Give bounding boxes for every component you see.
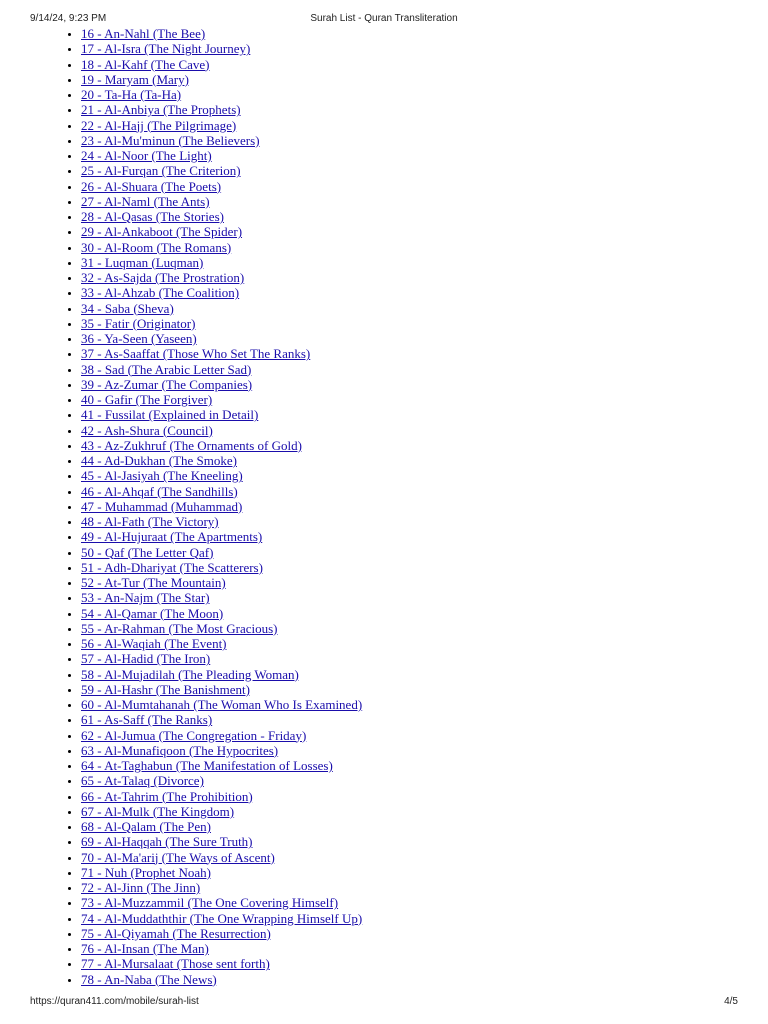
list-item <box>81 743 362 758</box>
list-item <box>81 758 362 773</box>
list-item <box>81 438 362 453</box>
surah-link[interactable]: 29 - Al-Ankaboot (The Spider) <box>81 224 243 240</box>
page-url: https://quran411.com/mobile/surah-list <box>30 996 199 1007</box>
list-item <box>81 87 362 102</box>
surah-link[interactable]: 58 - Al-Mujadilah (The Pleading Woman) <box>81 666 299 682</box>
surah-link[interactable]: 38 - Sad (The Arabic Letter Sad) <box>81 361 252 377</box>
surah-link[interactable]: 49 - Al-Hujuraat (The Apartments) <box>81 529 263 545</box>
surah-link[interactable]: 61 - As-Saff (The Ranks) <box>81 712 213 728</box>
surah-link[interactable]: 68 - Al-Qalam (The Pen) <box>81 819 211 834</box>
surah-link[interactable]: 50 - Qaf (The Letter Qaf) <box>81 544 214 560</box>
surah-link[interactable]: 25 - Al-Furqan (The Criterion) <box>81 163 241 179</box>
list-item <box>81 316 362 331</box>
surah-link[interactable]: 43 - Az-Zukhruf (The Ornaments of Gold) <box>81 437 302 453</box>
list-item <box>81 26 362 41</box>
list-item <box>81 270 362 285</box>
list-item <box>81 57 362 72</box>
surah-link[interactable]: 18 - Al-Kahf (The Cave) <box>81 56 210 72</box>
surah-link[interactable]: 23 - Al-Mu'minun (The Believers) <box>81 132 260 148</box>
list-item <box>81 651 362 666</box>
print-header <box>30 13 738 27</box>
surah-link[interactable]: 30 - Al-Room (The Romans) <box>81 239 232 255</box>
list-item <box>81 468 362 483</box>
surah-link[interactable]: 27 - Al-Naml (The Ants) <box>81 193 210 209</box>
surah-link[interactable]: 71 - Nuh (Prophet Noah) <box>81 864 211 880</box>
list-item <box>81 453 362 468</box>
surah-link[interactable]: 70 - Al-Ma'arij (The Ways of Ascent) <box>81 849 275 865</box>
surah-link[interactable]: 69 - Al-Haqqah (The Sure Truth) <box>81 834 253 850</box>
list-item <box>81 301 362 316</box>
list-item <box>81 285 362 300</box>
surah-link[interactable]: 77 - Al-Mursalaat (Those sent forth) <box>81 956 270 972</box>
list-item <box>81 331 362 346</box>
surah-link[interactable]: 78 - An-Naba (The News) <box>81 971 217 987</box>
print-footer <box>30 996 738 1010</box>
list-item <box>81 102 362 117</box>
surah-link[interactable]: 31 - Luqman (Luqman) <box>81 254 204 270</box>
list-item <box>81 941 362 956</box>
surah-link[interactable]: 63 - Al-Munafiqoon (The Hypocrites) <box>81 742 279 758</box>
list-item <box>81 926 362 941</box>
surah-link[interactable]: 60 - Al-Mumtahanah (The Woman Who Is Examined) <box>81 697 363 712</box>
surah-link[interactable]: 59 - Al-Hashr (The Banishment) <box>81 681 250 697</box>
list-item <box>81 209 362 224</box>
list-item <box>81 560 362 575</box>
print-datetime: 9/14/24, 9:23 PM <box>30 13 107 24</box>
list-item <box>81 179 362 194</box>
list-item <box>81 41 362 56</box>
surah-link[interactable]: 46 - Al-Ahqaf (The Sandhills) <box>81 483 238 499</box>
list-item <box>81 834 362 849</box>
surah-link[interactable]: 39 - Az-Zumar (The Companies) <box>81 376 253 392</box>
surah-link[interactable]: 41 - Fussilat (Explained in Detail) <box>81 407 259 423</box>
surah-link[interactable]: 28 - Al-Qasas (The Stories) <box>81 209 224 224</box>
surah-link[interactable]: 36 - Ya-Seen (Yaseen) <box>81 331 197 346</box>
surah-link[interactable]: 44 - Ad-Dukhan (The Smoke) <box>81 453 237 468</box>
list-item <box>81 850 362 865</box>
list-item <box>81 606 362 621</box>
surah-link[interactable]: 56 - Al-Waqiah (The Event) <box>81 636 227 651</box>
list-item <box>81 789 362 804</box>
list-item <box>81 819 362 834</box>
surah-link[interactable]: 65 - At-Talaq (Divorce) <box>81 773 204 789</box>
surah-link[interactable]: 42 - Ash-Shura (Council) <box>81 422 213 438</box>
list-item <box>81 224 362 239</box>
surah-link[interactable]: 55 - Ar-Rahman (The Most Gracious) <box>81 620 278 636</box>
list-item <box>81 712 362 727</box>
list-item <box>81 956 362 971</box>
list-item <box>81 377 362 392</box>
list-item <box>81 972 362 987</box>
surah-link[interactable]: 75 - Al-Qiyamah (The Resurrection) <box>81 925 271 941</box>
list-item <box>81 484 362 499</box>
list-item <box>81 804 362 819</box>
surah-link[interactable]: 26 - Al-Shuara (The Poets) <box>81 178 222 194</box>
list-item <box>81 362 362 377</box>
surah-link[interactable]: 73 - Al-Muzzammil (The One Covering Himself) <box>81 895 339 911</box>
list-item <box>81 682 362 697</box>
list-item <box>81 133 362 148</box>
surah-link[interactable]: 67 - Al-Mulk (The Kingdom) <box>81 803 235 819</box>
list-item <box>81 392 362 407</box>
list-item <box>81 72 362 87</box>
list-item <box>81 240 362 255</box>
surah-link[interactable]: 51 - Adh-Dhariyat (The Scatterers) <box>81 559 263 575</box>
surah-link[interactable]: 32 - As-Sajda (The Prostration) <box>81 270 245 285</box>
surah-link[interactable]: 64 - At-Taghabun (The Manifestation of Losses) <box>81 758 333 773</box>
list-item <box>81 148 362 163</box>
list-item <box>81 545 362 560</box>
list-item <box>81 514 362 529</box>
surah-link[interactable]: 45 - Al-Jasiyah (The Kneeling) <box>81 468 243 484</box>
list-item <box>81 407 362 422</box>
surah-link[interactable]: 37 - As-Saaffat (Those Who Set The Ranks) <box>81 346 311 362</box>
list-item <box>81 575 362 590</box>
surah-link[interactable]: 17 - Al-Isra (The Night Journey) <box>81 41 251 57</box>
page-number: 4/5 <box>724 996 738 1007</box>
surah-link[interactable]: 40 - Gafir (The Forgiver) <box>81 392 213 407</box>
list-item <box>81 255 362 270</box>
list-item <box>81 194 362 209</box>
surah-link[interactable]: 20 - Ta-Ha (Ta-Ha) <box>81 87 182 102</box>
surah-link[interactable]: 76 - Al-Insan (The Man) <box>81 941 209 956</box>
list-item <box>81 163 362 178</box>
list-item <box>81 636 362 651</box>
surah-link[interactable]: 72 - Al-Jinn (The Jinn) <box>81 880 201 895</box>
surah-link[interactable]: 47 - Muhammad (Muhammad) <box>81 498 243 514</box>
page-title: Surah List - Quran Transliteration <box>310 13 458 24</box>
surah-link[interactable]: 19 - Maryam (Mary) <box>81 71 189 87</box>
surah-link[interactable]: 48 - Al-Fath (The Victory) <box>81 514 219 529</box>
surah-link[interactable]: 53 - An-Najm (The Star) <box>81 590 210 606</box>
surah-list <box>0 26 362 987</box>
list-item <box>81 118 362 133</box>
list-item <box>81 499 362 514</box>
list-item <box>81 590 362 605</box>
list-item <box>81 911 362 926</box>
list-item <box>81 667 362 682</box>
list-item <box>81 346 362 361</box>
list-item <box>81 697 362 712</box>
list-item <box>81 621 362 636</box>
surah-link[interactable]: 24 - Al-Noor (The Light) <box>81 148 212 163</box>
surah-link[interactable]: 33 - Al-Ahzab (The Coalition) <box>81 285 240 301</box>
list-item <box>81 895 362 910</box>
surah-link[interactable]: 52 - At-Tur (The Mountain) <box>81 575 226 590</box>
surah-link[interactable]: 62 - Al-Jumua (The Congregation - Friday) <box>81 727 307 743</box>
surah-link[interactable]: 35 - Fatir (Originator) <box>81 315 196 331</box>
list-item <box>81 728 362 743</box>
surah-link[interactable]: 22 - Al-Hajj (The Pilgrimage) <box>81 117 237 133</box>
list-item <box>81 880 362 895</box>
list-item <box>81 865 362 880</box>
list-item <box>81 423 362 438</box>
surah-link[interactable]: 74 - Al-Muddaththir (The One Wrapping Himself Up) <box>81 910 363 926</box>
list-item <box>81 773 362 788</box>
surah-link[interactable]: 57 - Al-Hadid (The Iron) <box>81 651 211 667</box>
list-item <box>81 529 362 544</box>
surah-link[interactable]: 21 - Al-Anbiya (The Prophets) <box>81 102 241 118</box>
surah-link[interactable]: 16 - An-Nahl (The Bee) <box>81 26 206 41</box>
surah-link[interactable]: 34 - Saba (Sheva) <box>81 300 174 316</box>
surah-link[interactable]: 54 - Al-Qamar (The Moon) <box>81 605 224 621</box>
surah-link[interactable]: 66 - At-Tahrim (The Prohibition) <box>81 788 253 804</box>
